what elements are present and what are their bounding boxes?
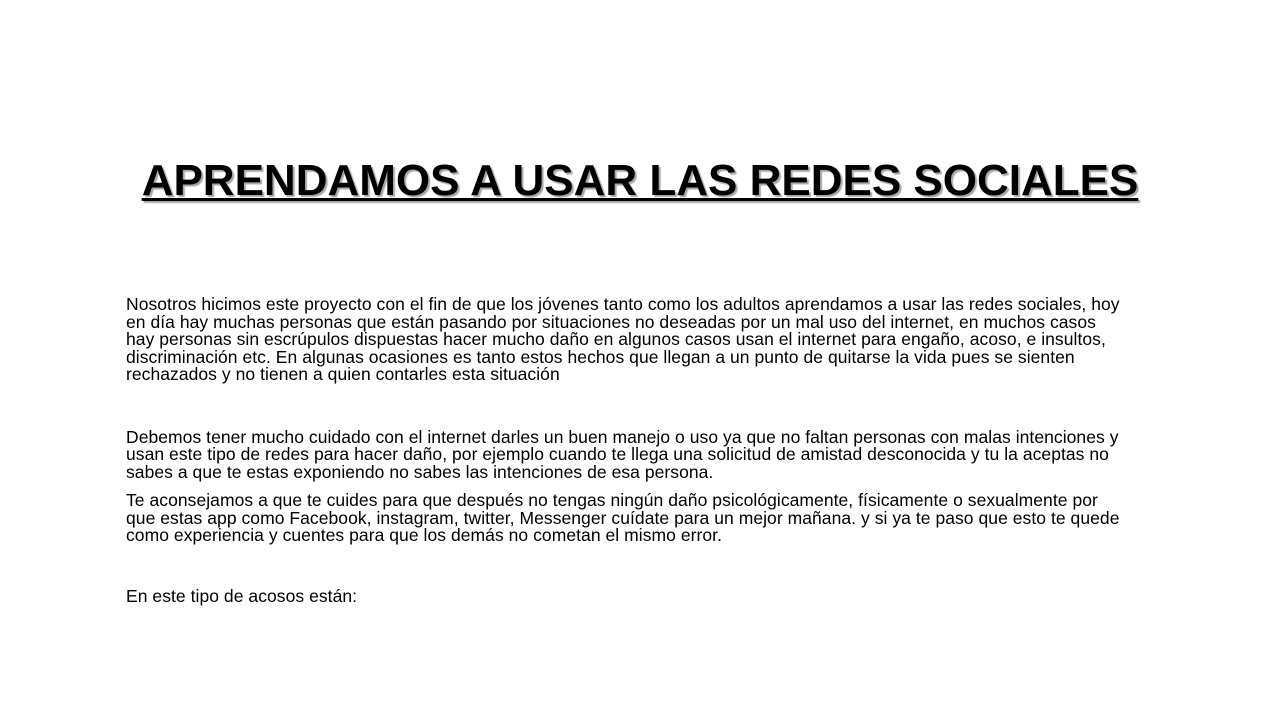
slide-body [126, 296, 1126, 605]
paragraph-caution: Debemos tener mucho cuidado con el internet darles un buen manejo o uso ya que no faltan personas con malas intenciones y usan este tipo de redes para hacer daño, por ejemplo cuando te llega una solicitud de amistad desconocida y tu la aceptas no sabes a que te estas exponiendo no sabes las intenciones de esa persona. [126, 426, 1119, 482]
paragraph-intro: Nosotros hicimos este proyecto con el fin de que los jóvenes tanto como los adultos aprendamos a usar las redes sociales, hoy en día hay muchas personas que están pasando por situaciones no deseadas por un mal uso del internet, en muchos casos hay personas sin escrúpulos dispuestas hacer mucho daño en algunos casos usan el internet para engaño, acoso, e insultos, discriminación etc. En algunas ocasiones es tanto estos hechos que llegan a un punto de quitarse la vida pues se sienten rechazados y no tienen a quien contarles esta situación [126, 294, 1120, 384]
paragraph-harassment-types: En este tipo de acosos están: [126, 585, 358, 606]
paragraph-advice: Te aconsejamos a que te cuides para que después no tengas ningún daño psicológicamente, físicamente o sexualmente por que estas app como Facebook, instagram, twitter, Messenger cuídate para un mejor mañana. y si ya te paso que esto te quede como experiencia y cuentes para que los demás no cometan el mismo error. [126, 490, 1120, 545]
slide-title: APRENDAMOS A USAR LAS REDES SOCIALES [141, 156, 1139, 205]
